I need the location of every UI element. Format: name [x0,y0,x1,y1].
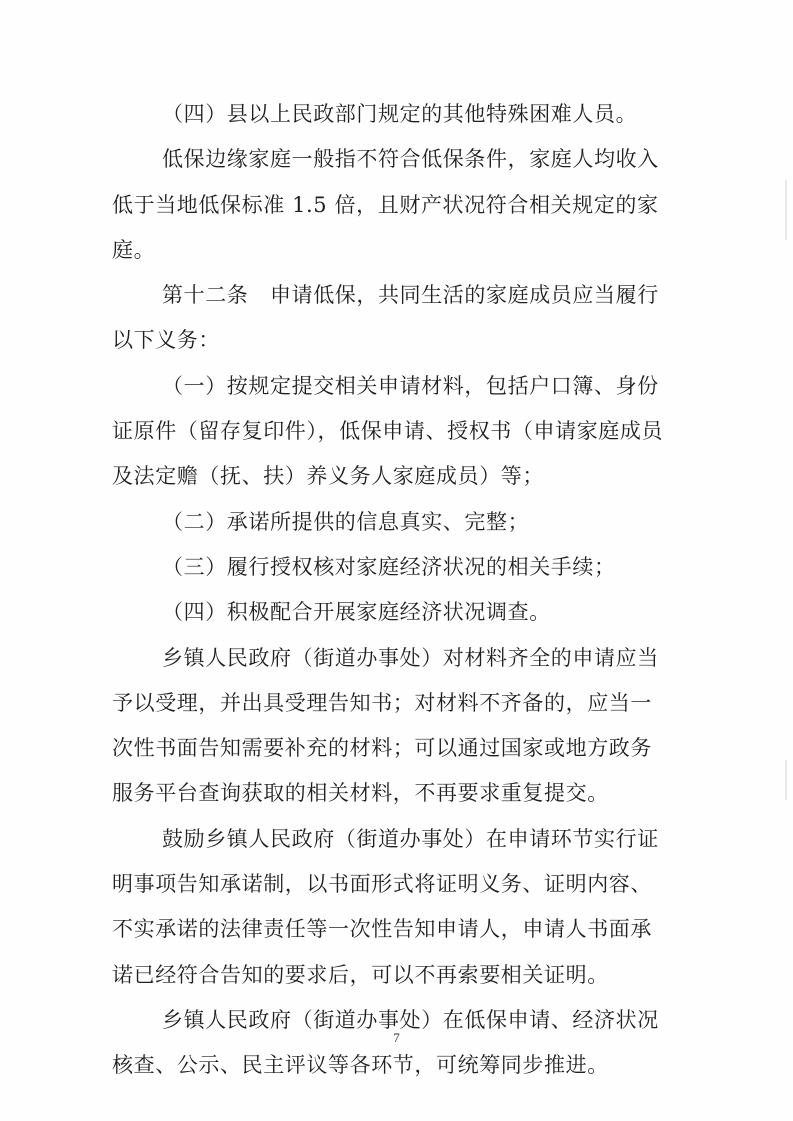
text-line: 诺已经符合告知的要求后，可以不再索要相关证明。 [112,962,609,987]
text-line: 乡镇人民政府（街道办事处）在低保申请、经济状况 [162,1007,659,1032]
text-line: 不实承诺的法律责任等一次性告知申请人，申请人书面承 [112,917,652,942]
text-line: 服务平台查询获取的相关材料，不再要求重复提交。 [112,781,609,806]
text-line: （三）履行授权核对家庭经济状况的相关手续； [162,554,616,579]
text-line: 明事项告知承诺制，以书面形式将证明义务、证明内容、 [112,872,652,897]
text-line: 次性书面告知需要补充的材料；可以通过国家或地方政务 [112,736,652,761]
text-line: 乡镇人民政府（街道办事处）对材料齐全的申请应当 [162,645,659,670]
text-line: （二）承诺所提供的信息真实、完整； [162,509,530,534]
text-line: 及法定赡（抚、扶）养义务人家庭成员）等； [112,464,544,489]
document-body [112,96,682,1093]
text-line: 第十二条 申请低保，共同生活的家庭成员应当履行 [162,283,659,308]
text-line: （一）按规定提交相关申请材料，包括户口簿、身份 [162,373,659,398]
text-line: （四）县以上民政部门规定的其他特殊困难人员。 [162,102,638,126]
page-number: 7 [393,1030,400,1045]
text-line: 以下义务： [112,328,220,353]
text-line: 鼓励乡镇人民政府（街道办事处）在申请环节实行证 [162,826,659,851]
text-line: 予以受理，并出具受理告知书；对材料不齐备的，应当一 [112,690,652,715]
scan-artifact [785,180,787,240]
text-line: （四）积极配合开展家庭经济状况调查。 [162,600,551,625]
text-line: 低于当地低保标准 1.5 倍，且财产状况符合相关规定的家 [112,192,659,217]
text-line: 核查、公示、民主评议等各环节，可统筹同步推进。 [112,1053,609,1078]
text-line: 庭。 [112,237,156,262]
text-line: 证原件（留存复印件），低保申请、授权书（申请家庭成员 [112,419,664,444]
text-line: 低保边缘家庭一般指不符合低保条件，家庭人均收入 [162,147,659,172]
scan-artifact [785,760,787,800]
